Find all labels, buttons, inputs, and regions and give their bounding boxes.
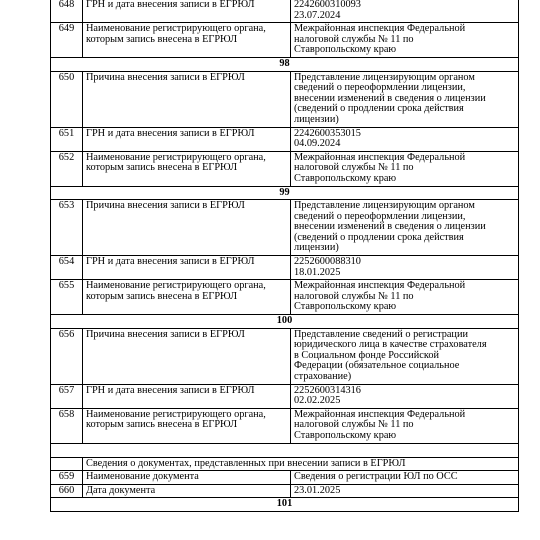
table-row (51, 23, 519, 58)
field-value: Сведения о регистрации ЮЛ по ОСС (291, 471, 519, 485)
row-number: 649 (51, 23, 83, 58)
section-number: 99 (51, 186, 519, 200)
table-row (51, 328, 519, 384)
table-row (51, 384, 519, 408)
table-row (51, 200, 519, 256)
field-value: 2252600088310 18.01.2025 (291, 256, 519, 280)
field-label: Наименование регистрирующего органа, которым запись внесена в ЕГРЮЛ (83, 408, 291, 443)
field-label: Наименование регистрирующего органа, которым запись внесена в ЕГРЮЛ (83, 280, 291, 315)
table-row (51, 280, 519, 315)
table-row (51, 408, 519, 443)
field-label: ГРН и дата внесения записи в ЕГРЮЛ (83, 256, 291, 280)
row-number: 650 (51, 71, 83, 127)
field-value: Межрайонная инспекция Федеральной налоговой службы № 11 по Ставропольскому краю (291, 23, 519, 58)
field-label: ГРН и дата внесения записи в ЕГРЮЛ (83, 384, 291, 408)
field-label: Причина внесения записи в ЕГРЮЛ (83, 328, 291, 384)
field-value: 23.01.2025 (291, 484, 519, 498)
table-row (51, 127, 519, 151)
field-label: Дата документа (83, 484, 291, 498)
row-number: 660 (51, 484, 83, 498)
row-number: 653 (51, 200, 83, 256)
row-number: 657 (51, 384, 83, 408)
egrul-records-table (50, 0, 519, 512)
empty-cell (51, 443, 519, 457)
field-label: ГРН и дата внесения записи в ЕГРЮЛ (83, 127, 291, 151)
subheader-title: Сведения о документах, представленных при внесении записи в ЕГРЮЛ (83, 457, 519, 471)
field-label: Причина внесения записи в ЕГРЮЛ (83, 200, 291, 256)
table-row (51, 484, 519, 498)
field-label: ГРН и дата внесения записи в ЕГРЮЛ (83, 0, 291, 23)
subheader-blank-cell (51, 457, 83, 471)
section-row (51, 186, 519, 200)
field-label: Наименование документа (83, 471, 291, 485)
row-number: 655 (51, 280, 83, 315)
field-value: 2242600310093 23.07.2024 (291, 0, 519, 23)
section-number: 100 (51, 315, 519, 329)
field-value: Представление лицензирующим органом сведений о переоформлении лицензии, внесении изменений в сведения о лицензии (сведений о продлении срока действия лицензии) (291, 200, 519, 256)
table-row (51, 0, 519, 23)
table-row (51, 471, 519, 485)
field-value: 2252600314316 02.02.2025 (291, 384, 519, 408)
field-value: Представление лицензирующим органом сведений о переоформлении лицензии, внесении изменений в сведения о лицензии (сведений о продлении срока действия лицензии) (291, 71, 519, 127)
row-number: 654 (51, 256, 83, 280)
field-value: Межрайонная инспекция Федеральной налоговой службы № 11 по Ставропольскому краю (291, 151, 519, 186)
table-row (51, 71, 519, 127)
row-number: 656 (51, 328, 83, 384)
section-number: 101 (51, 498, 519, 512)
field-label: Наименование регистрирующего органа, которым запись внесена в ЕГРЮЛ (83, 151, 291, 186)
field-value: Межрайонная инспекция Федеральной налоговой службы № 11 по Ставропольскому краю (291, 280, 519, 315)
table-row (51, 151, 519, 186)
row-number: 651 (51, 127, 83, 151)
row-number: 659 (51, 471, 83, 485)
row-number: 652 (51, 151, 83, 186)
row-number: 658 (51, 408, 83, 443)
subheader-row (51, 457, 519, 471)
field-value: Межрайонная инспекция Федеральной налоговой службы № 11 по Ставропольскому краю (291, 408, 519, 443)
section-number: 98 (51, 57, 519, 71)
field-label: Наименование регистрирующего органа, которым запись внесена в ЕГРЮЛ (83, 23, 291, 58)
section-row (51, 315, 519, 329)
field-label: Причина внесения записи в ЕГРЮЛ (83, 71, 291, 127)
empty-row (51, 443, 519, 457)
table-row (51, 256, 519, 280)
records-table-body (51, 0, 519, 511)
field-value: 2242600353015 04.09.2024 (291, 127, 519, 151)
field-value: Представление сведений о регистрации юридического лица в качестве страхователя в Социальном фонде Российской Федерации (обязательное социальное страхование) (291, 328, 519, 384)
row-number: 648 (51, 0, 83, 23)
section-row (51, 57, 519, 71)
section-row (51, 498, 519, 512)
